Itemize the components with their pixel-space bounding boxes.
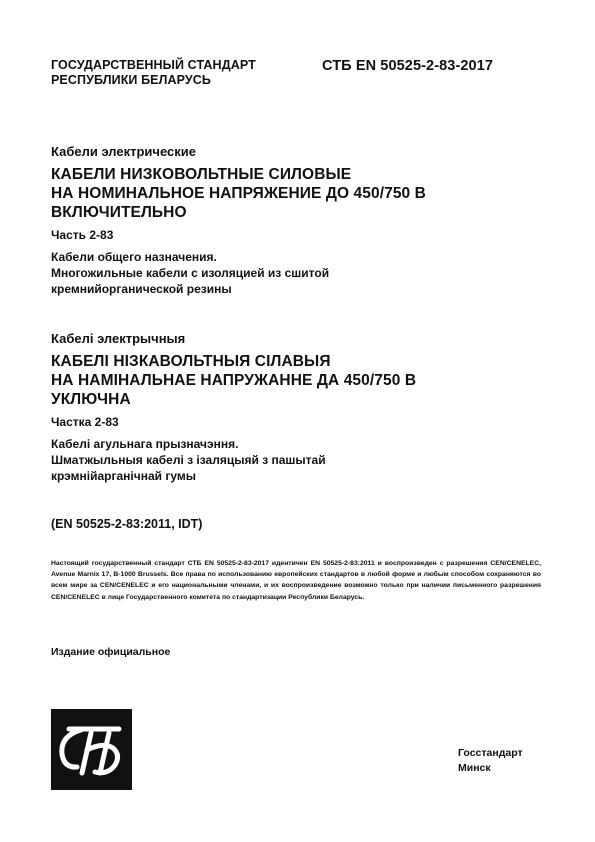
- publisher: [458, 746, 523, 776]
- standard-type-line2: РЕСПУБЛИКИ БЕЛАРУСЬ: [51, 73, 211, 87]
- subtitle-ru-line2: Многожильные кабели с изоляцией из сшитой: [51, 266, 330, 280]
- part-number-ru: Часть 2-83: [51, 228, 114, 242]
- copyright-notice: Настоящий государственный стандарт СТБ EN 50525-2-83-2017 идентичен EN 50525-2-83:2011 и воспроизведен с разрешения CEN/CENELEC, Avenue Marnix 17, B-1000 Brussels. Все права по использованию европейских стандартов в любой форме и любым способом сохраняются во всем мире за CEN/CENELEC и его национальными членами, и их воспроизведение возможно только при наличии письменного разрешения CEN/CENELEC в лице Государственного комитета по стандартизации Республики Беларусь.: [51, 560, 541, 601]
- lead-title-ru: Кабели электрические: [51, 144, 196, 159]
- equivalence-reference: (EN 50525-2-83:2011, IDT): [51, 517, 203, 531]
- stb-logo-icon: [51, 709, 132, 790]
- edition-label: Издание официальное: [51, 646, 171, 658]
- main-title-ru-line3: ВКЛЮЧИТЕЛЬНО: [51, 204, 187, 221]
- main-title-by-line3: УКЛЮЧНА: [51, 391, 131, 408]
- standard-code: СТБ EN 50525-2-83-2017: [322, 58, 494, 74]
- subtitle-by-line2: Шматжыльныя кабелі з ізаляцыяй з пашытай: [51, 453, 326, 467]
- subtitle-by-line1: Кабелі агульнага прызначэння.: [51, 437, 239, 451]
- title-block-ru: [51, 144, 426, 297]
- subtitle-ru-line1: Кабели общего назначения.: [51, 250, 217, 264]
- main-title-by-line1: КАБЕЛІ НІЗКАВОЛЬТНЫЯ СІЛАВЫЯ: [51, 353, 331, 370]
- title-block-by: [51, 331, 416, 484]
- part-number-by: Частка 2-83: [51, 415, 119, 429]
- lead-title-by: Кабелі электрычныя: [51, 331, 186, 346]
- standard-type-line1: ГОСУДАРСТВЕННЫЙ СТАНДАРТ: [51, 58, 256, 72]
- subtitle-by-line3: крэмнійарганічнай гумы: [51, 469, 196, 483]
- subtitle-by: [51, 436, 416, 484]
- subtitle-ru-line3: кремнийорганической резины: [51, 282, 232, 296]
- main-title-ru-line2: НА НОМИНАЛЬНОЕ НАПРЯЖЕНИЕ ДО 450/750 В: [51, 185, 426, 202]
- standard-type: [51, 58, 256, 88]
- main-title-ru-line1: КАБЕЛИ НИЗКОВОЛЬТНЫЕ СИЛОВЫЕ: [51, 166, 352, 183]
- publisher-name: Госстандарт: [458, 747, 523, 759]
- publisher-city: Минск: [458, 762, 491, 774]
- main-title-ru: [51, 165, 426, 222]
- subtitle-ru: [51, 249, 426, 297]
- main-title-by-line2: НА НАМІНАЛЬНАЕ НАПРУЖАННЕ ДА 450/750 В: [51, 372, 417, 389]
- main-title-by: [51, 352, 416, 409]
